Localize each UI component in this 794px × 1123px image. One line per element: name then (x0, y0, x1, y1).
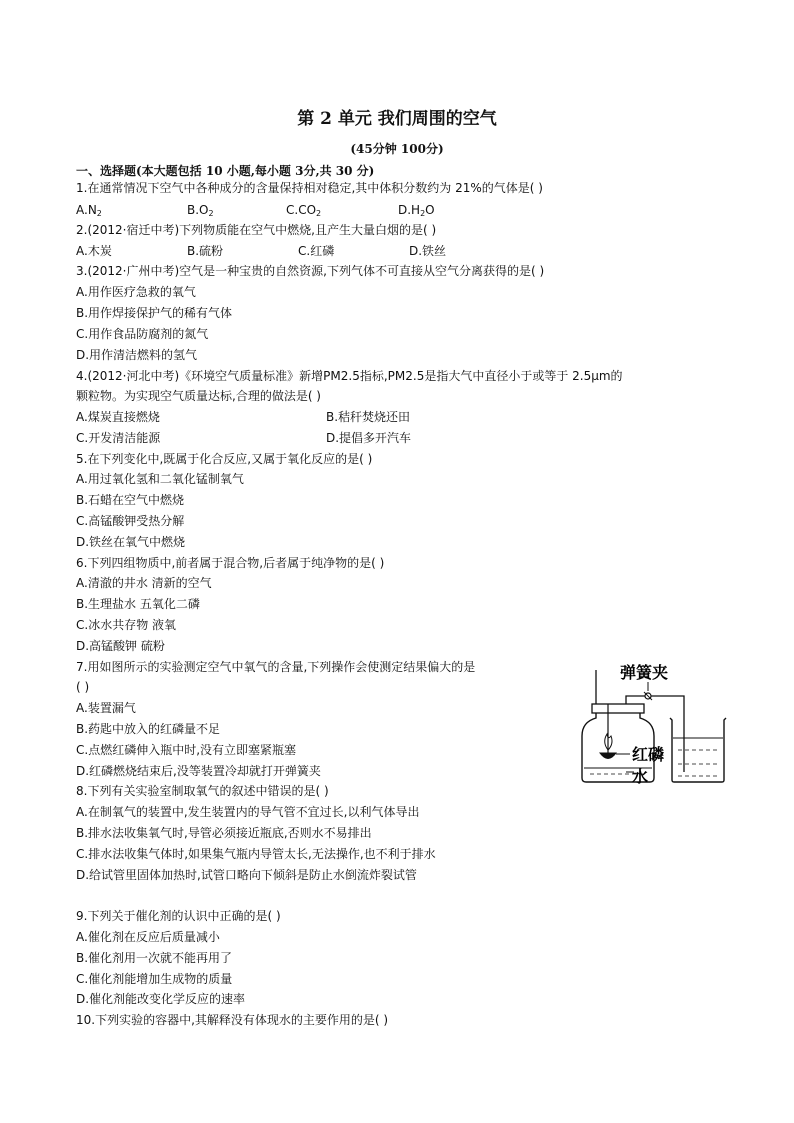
q1-b-text: B.O (187, 203, 209, 217)
q4-option-c: C.开发清洁能源 (76, 431, 161, 445)
q6-option-a: A.清澈的井水 清新的空气 (76, 576, 212, 590)
q5-option-a: A.用过氧化氢和二氧化锰制氧气 (76, 472, 244, 486)
q8-stem: 8.下列有关实验室制取氧气的叙述中错误的是( ) (76, 784, 329, 798)
q2-option-b: B.硫粉 (187, 244, 224, 258)
time-score: (45分钟 100分) (350, 142, 444, 156)
q10-stem: 10.下列实验的容器中,其解释没有体现水的主要作用的是( ) (76, 1013, 389, 1027)
q1-c-sub: 2 (316, 209, 322, 218)
q9-option-a: A.催化剂在反应后质量减小 (76, 930, 220, 944)
q8-option-a: A.在制氧气的装置中,发生装置内的导气管不宜过长,以利气体导出 (76, 805, 420, 819)
q9-stem: 9.下列关于催化剂的认识中正确的是( ) (76, 909, 281, 923)
q9-option-c: C.催化剂能增加生成物的质量 (76, 972, 233, 986)
q7-option-c: C.点燃红磷伸入瓶中时,没有立即塞紧瓶塞 (76, 743, 297, 757)
q1-b-sub: 2 (208, 209, 214, 218)
q3-option-a: A.用作医疗急救的氧气 (76, 285, 196, 299)
q5-stem: 5.在下列变化中,既属于化合反应,又属于氧化反应的是( ) (76, 452, 373, 466)
stopper (592, 704, 644, 713)
q2-option-d: D.铁丝 (409, 244, 447, 258)
q4-stem-line1: 4.(2012·河北中考)《环境空气质量标准》新增PM2.5指标,PM2.5是指大气中直径小于或等于 2.5μm的 (76, 369, 623, 383)
q2-option-c: C.红磷 (298, 244, 335, 258)
phosphorus-label: 红磷 (632, 745, 665, 764)
section-heading: 一、选择题(本大题包括 10 小题,每小题 3分,共 30 分) (76, 164, 375, 178)
q5-option-d: D.铁丝在氧气中燃烧 (76, 535, 186, 549)
q1-d-sub: 2 (420, 209, 426, 218)
q8-option-d: D.给试管里固体加热时,试管口略向下倾斜是防止水倒流炸裂试管 (76, 868, 417, 882)
q7-option-d: D.红磷燃烧结束后,没等装置冷却就打开弹簧夹 (76, 764, 321, 778)
apparatus-figure (572, 654, 792, 786)
water-label: 水 (632, 767, 649, 786)
q2-option-a: A.木炭 (76, 244, 112, 258)
page-title: 第 2 单元 我们周围的空气 (297, 109, 497, 129)
q4-option-b: B.秸秆焚烧还田 (326, 410, 411, 424)
q1-d-text: D.H (398, 203, 421, 217)
q1-d-tail: O (425, 203, 435, 217)
q7-stem-line1: 7.用如图所示的实验测定空气中氧气的含量,下列操作会使测定结果偏大的是 (76, 660, 476, 674)
q1-a-sub: 2 (96, 209, 102, 218)
q1-option-b (187, 203, 214, 217)
q5-option-c: C.高锰酸钾受热分解 (76, 514, 185, 528)
q1-stem: 1.在通常情况下空气中各种成分的含量保持相对稳定,其中体积分数约为 21%的气体是( ) (76, 181, 543, 195)
q3-option-b: B.用作焊接保护气的稀有气体 (76, 306, 233, 320)
q7-option-b: B.药匙中放入的红磷量不足 (76, 722, 221, 736)
q6-option-d: D.高锰酸钾 硫粉 (76, 639, 165, 653)
q8-option-b: B.排水法收集氧气时,导管必须接近瓶底,否则水不易排出 (76, 826, 372, 840)
q3-option-d: D.用作清洁燃料的氢气 (76, 348, 198, 362)
q5-option-b: B.石蜡在空气中燃烧 (76, 493, 185, 507)
q2-stem: 2.(2012·宿迁中考)下列物质能在空气中燃烧,且产生大量白烟的是( ) (76, 223, 437, 237)
q4-option-d: D.提倡多开汽车 (326, 431, 412, 445)
q6-stem: 6.下列四组物质中,前者属于混合物,后者属于纯净物的是( ) (76, 556, 385, 570)
q1-option-a (76, 203, 102, 217)
q9-option-d: D.催化剂能改变化学反应的速率 (76, 992, 246, 1006)
q7-stem-line2: ( ) (76, 680, 90, 694)
q1-c-text: C.CO (286, 203, 317, 217)
q6-option-b: B.生理盐水 五氧化二磷 (76, 597, 200, 611)
q9-option-b: B.催化剂用一次就不能再用了 (76, 951, 233, 965)
q7-option-a: A.装置漏气 (76, 701, 136, 715)
q1-option-c (286, 203, 321, 217)
q6-option-c: C.冰水共存物 液氧 (76, 618, 177, 632)
q4-stem-line2: 颗粒物。为实现空气质量达标,合理的做法是( ) (76, 389, 321, 403)
clip-label: 弹簧夹 (620, 663, 669, 682)
q4-option-a: A.煤炭直接燃烧 (76, 410, 160, 424)
q3-option-c: C.用作食品防腐剂的氮气 (76, 327, 209, 341)
q1-a-text: A.N (76, 203, 97, 217)
q8-option-c: C.排水法收集气体时,如果集气瓶内导管太长,无法操作,也不利于排水 (76, 847, 436, 861)
q1-option-d (398, 203, 435, 217)
spoon (600, 753, 616, 759)
q3-stem: 3.(2012·广州中考)空气是一种宝贵的自然资源,下列气体不可直接从空气分离获得的是( ) (76, 264, 545, 278)
